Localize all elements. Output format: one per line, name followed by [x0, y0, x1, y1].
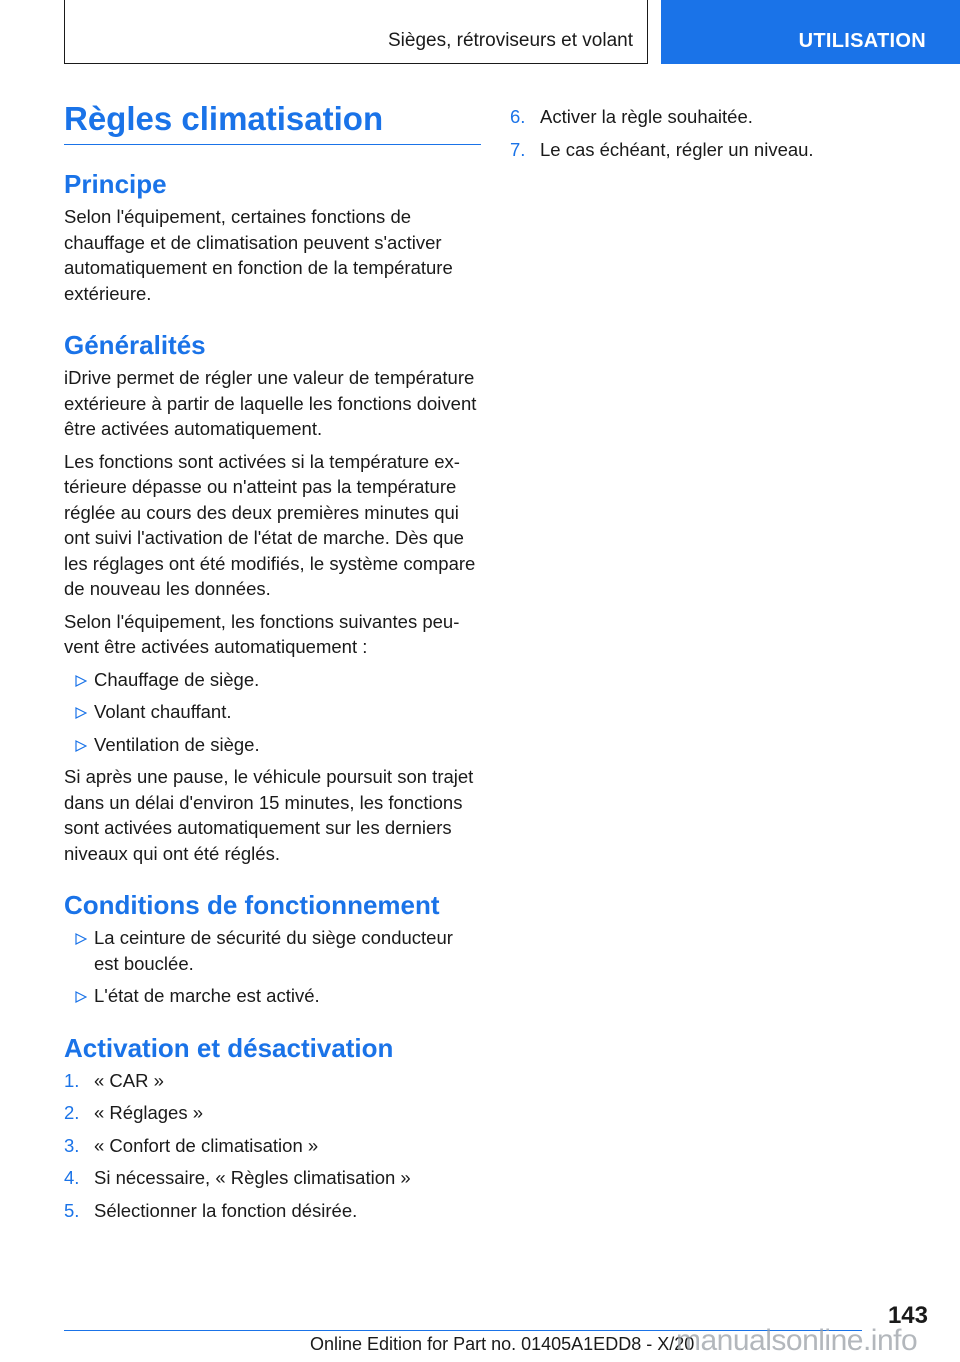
step-number: 1. [64, 1069, 80, 1091]
generalites-p4: Si après une pause, le véhicule poursuit son trajet dans un délai d'environ 15 minutes, les fonctions sont activées automatiquement sur les derniers niveaux qui ont été réglés. [64, 766, 474, 864]
generalites-p2: Les fonctions sont activées si la température extérieure dépasse ou n'atteint pas la température réglée au cours des deux premières minutes qui ont suivi l'activation de l'état de marche. Dès que les réglages ont été modifiés, le système compare de nouveau les données. [64, 450, 476, 599]
list-item-text: La ceinture de sécurité du siège conducteur est bouclée. [94, 927, 453, 974]
generalites-p3: Selon l'équipement, les fonctions suivantes peuvent être activées automatiquement : [64, 610, 460, 657]
step-number: 5. [64, 1199, 80, 1221]
header-chapter-title: Sièges, rétroviseurs et volant [387, 30, 633, 51]
step-text: « Confort de climatisation » [94, 1134, 319, 1156]
page-number: 143 [887, 1302, 928, 1329]
left-column [64, 100, 481, 1230]
list-item [64, 925, 481, 976]
list-item [64, 667, 481, 693]
step-text: Le cas échéant, régler un niveau. [540, 138, 814, 160]
step-text: Sélectionner la fonction désirée. [94, 1199, 358, 1221]
auto-functions-list [64, 667, 481, 758]
list-item-text: L'état de marche est activé. [94, 985, 320, 1006]
step-number: 2. [64, 1102, 80, 1123]
heading-conditions: Conditions de fonctionnement [64, 890, 440, 920]
step-text: « Réglages » [94, 1102, 204, 1123]
list-item [64, 699, 481, 725]
list-item-text: Chauffage de siège. [94, 668, 260, 690]
header-section-tab [661, 0, 960, 64]
step-text: « CAR » [94, 1069, 164, 1091]
heading-generalites: Généralités [64, 330, 206, 360]
step-item [64, 1198, 481, 1224]
step-item [64, 1100, 481, 1126]
generalites-p1: iDrive permet de régler une valeur de température extérieure à partir de laquelle les fonctions doivent être activées automatiquement. [64, 367, 477, 439]
step-text: Si nécessaire, « Règles climatisation » [94, 1167, 411, 1188]
step-item [64, 1133, 481, 1159]
footer-edition: Online Edition for Part no. 01405A1EDD8 - X/20 [310, 1334, 695, 1354]
step-item [510, 137, 910, 163]
conditions-list [64, 925, 481, 1009]
step-number: 4. [64, 1167, 80, 1188]
list-item-text: Volant chauffant. [94, 701, 232, 722]
step-number: 6. [510, 106, 526, 127]
right-column [510, 104, 910, 169]
step-number: 3. [64, 1134, 80, 1156]
step-text: Activer la règle souhaitée. [540, 106, 753, 127]
header-chapter-box [64, 0, 648, 64]
page-title: Règles climatisation [64, 100, 481, 145]
step-item [510, 104, 910, 130]
heading-principe: Principe [64, 169, 167, 199]
step-item [64, 1068, 481, 1094]
footer-watermark: manualsonline.info [676, 1324, 918, 1357]
step-item [64, 1165, 481, 1191]
list-item [64, 732, 481, 758]
heading-activation: Activation et désactivation [64, 1032, 394, 1063]
header-section-label: UTILISATION [798, 30, 926, 52]
principe-text: Selon l'équipement, certaines fonctions de chauffage et de climatisation peuvent s'activer automatiquement en fonction de la température extérieure. [64, 206, 453, 304]
step-number: 7. [510, 138, 526, 160]
activation-steps-left [64, 1068, 481, 1224]
activation-steps-right [510, 104, 910, 162]
list-item [64, 983, 481, 1009]
list-item-text: Ventilation de siège. [94, 733, 260, 755]
